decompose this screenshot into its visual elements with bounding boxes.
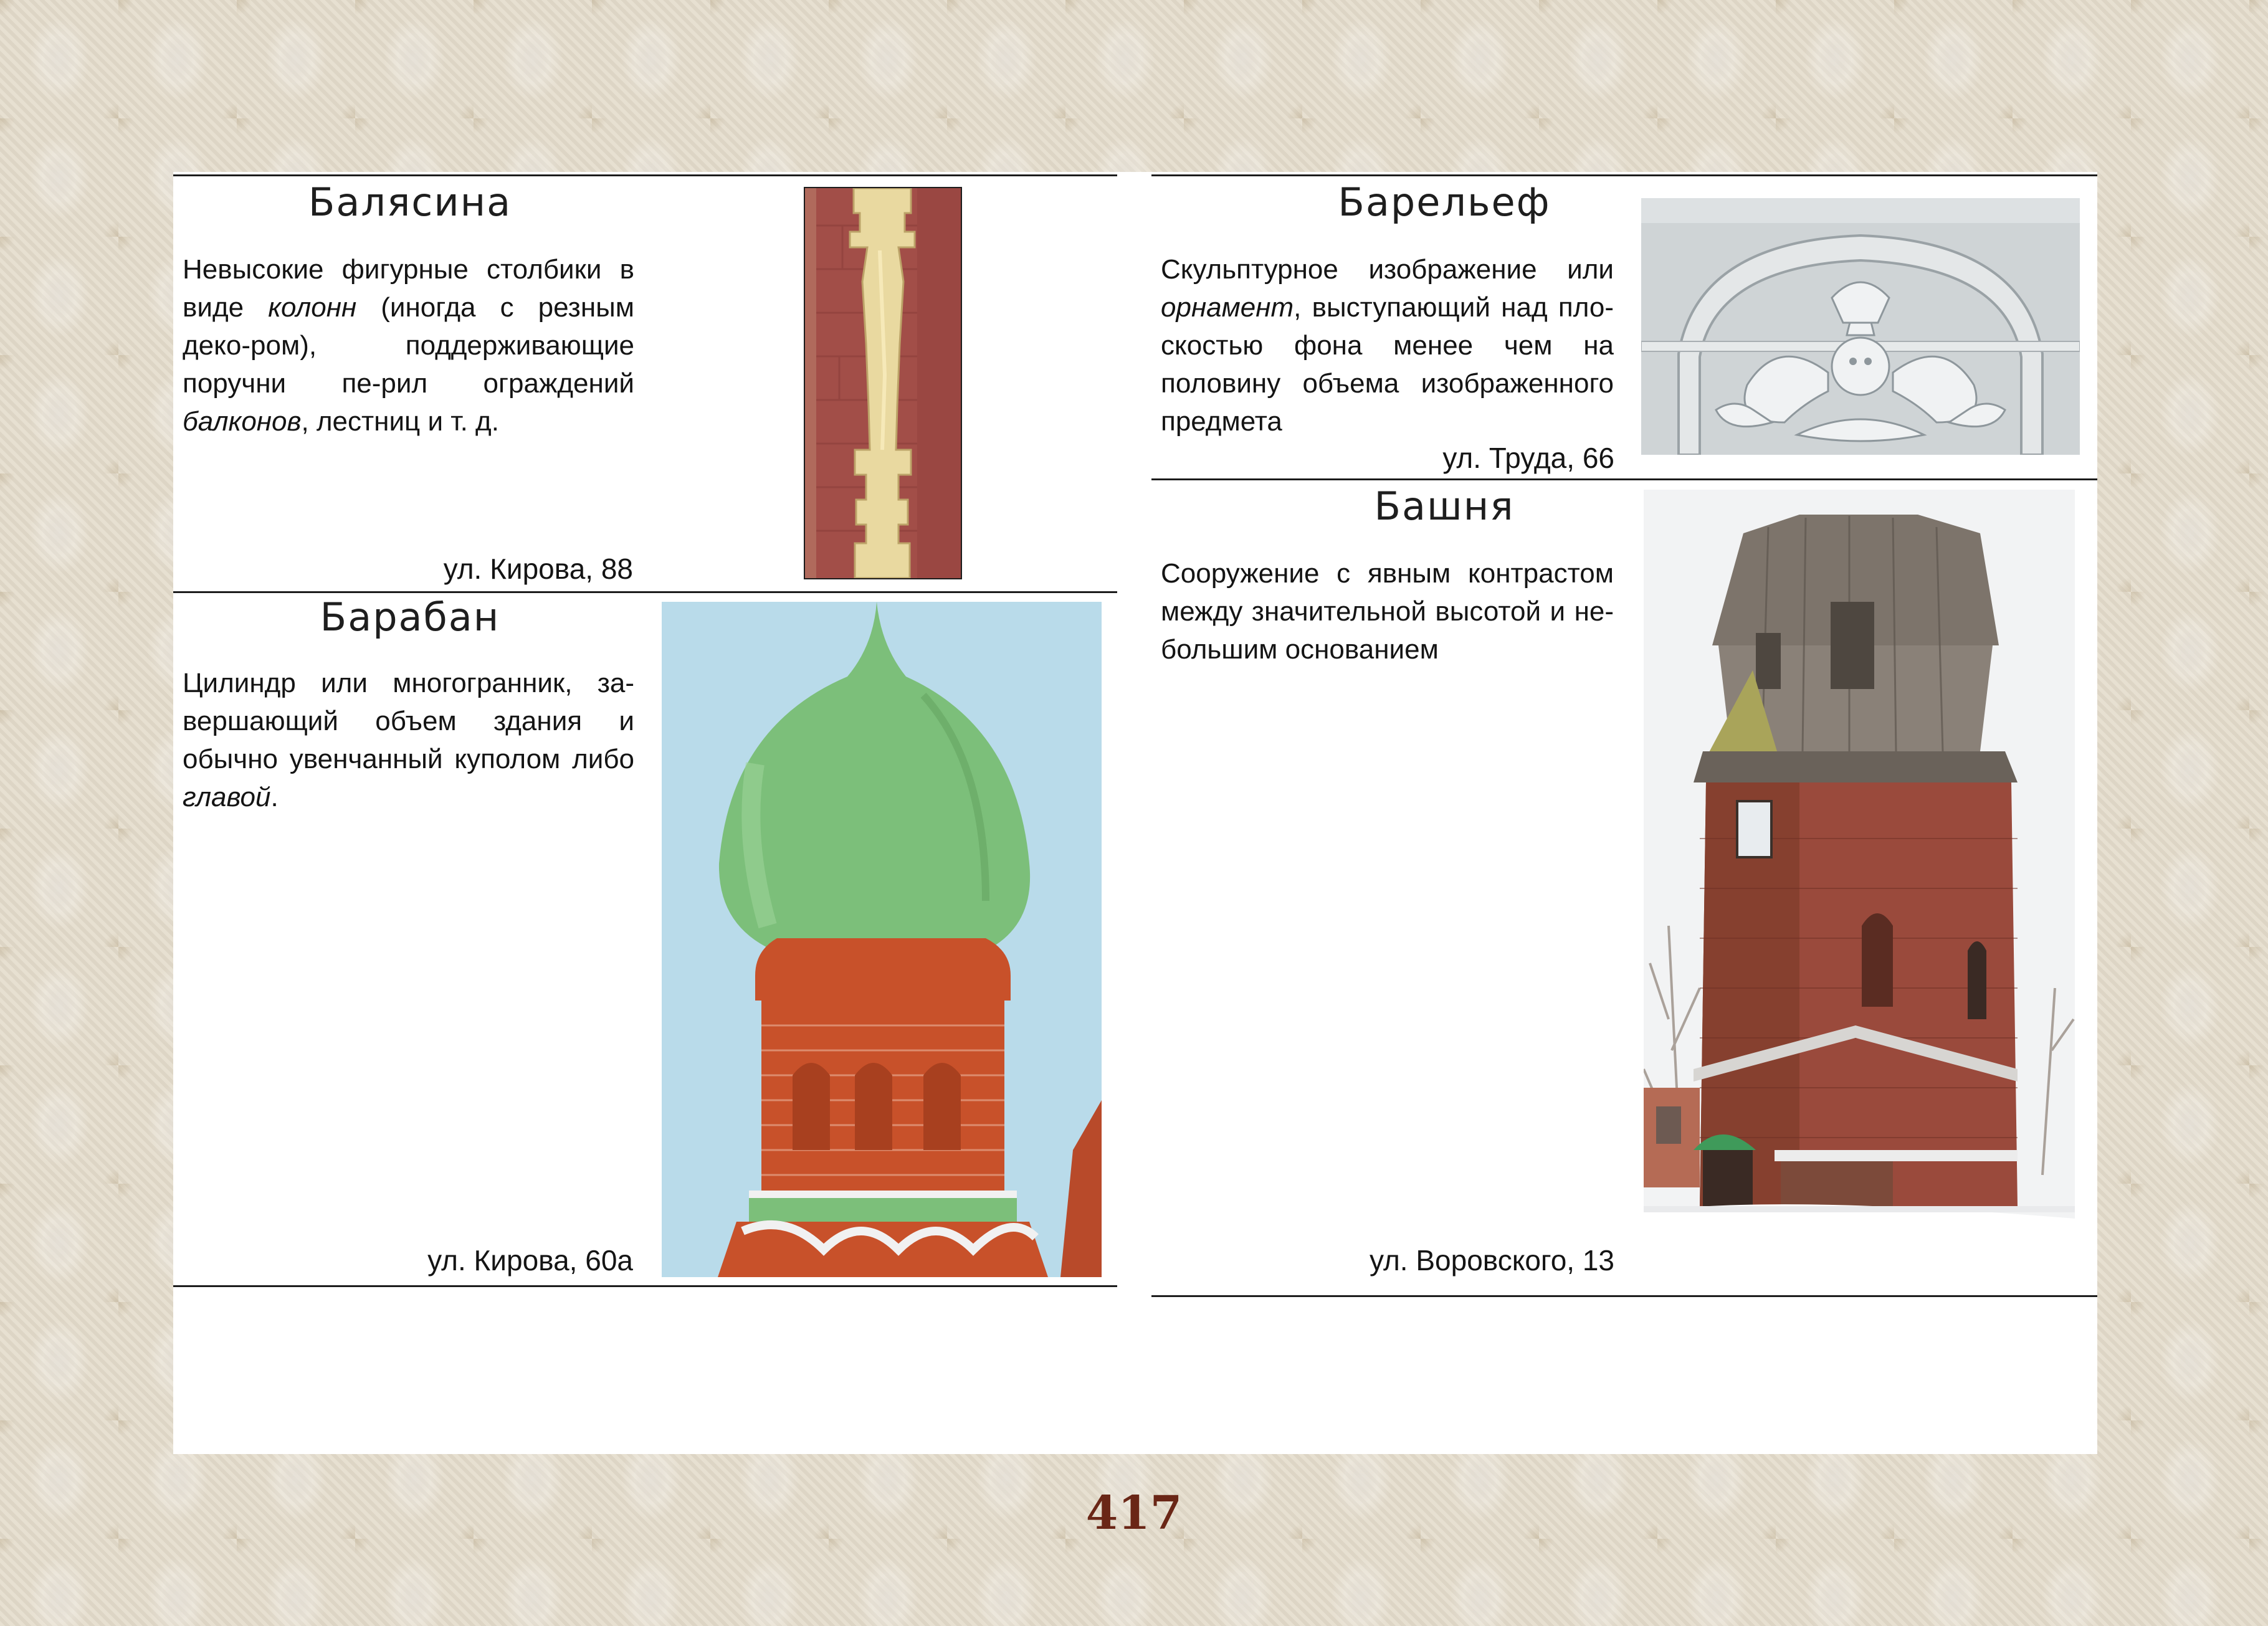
italic-term-reference: главой: [183, 782, 271, 812]
rule-left-bottom: [173, 1285, 1117, 1287]
entry-term-drum: Барабан: [320, 594, 500, 640]
entry-term-tower: Башня: [1374, 483, 1515, 529]
entry-address-drum: ул. Кирова, 60а: [427, 1244, 633, 1277]
definition-text: .: [270, 782, 279, 812]
definition-text: (иногда с резным деко-ром), поддерживающие поручни пе-рил ограждений: [183, 292, 634, 399]
italic-term-reference: колонн: [268, 292, 357, 323]
definition-text: Сооружение с явным контрастом между значительной высотой и не-большим основанием: [1161, 558, 1614, 665]
entry-address-bas-relief: ул. Труда, 66: [1442, 442, 1614, 474]
entry-term-baluster: Балясина: [308, 179, 512, 225]
entry-definition-bas-relief: [1161, 250, 1614, 440]
entry-definition-baluster: [183, 250, 634, 440]
rule-right-bottom: [1151, 1295, 2097, 1297]
bas-relief-photo: [1641, 198, 2080, 455]
book-page: [173, 172, 2097, 1454]
definition-text: Цилиндр или многогранник, за-вершающий объем здания и обычно увенчанный куполом либо: [183, 668, 634, 774]
water-tower-photo: [1644, 490, 2075, 1283]
church-drum-dome-photo: [662, 602, 1102, 1277]
entry-definition-tower: [1161, 554, 1614, 668]
entry-address-baluster: ул. Кирова, 88: [443, 553, 633, 585]
definition-text: Невысокие фигурные столбики в виде: [183, 254, 634, 323]
rule-left-mid: [173, 591, 1117, 593]
page-number: 417: [1085, 1486, 1183, 1540]
definition-text: , выступающий над пло-скостью фона менее чем на половину объема изображенного предмета: [1161, 292, 1614, 437]
italic-term-reference: орнамент: [1161, 292, 1294, 323]
italic-term-reference: балконов: [183, 406, 302, 437]
rule-right-mid: [1151, 478, 2097, 480]
definition-text: , лестниц и т. д.: [301, 406, 499, 437]
entry-definition-drum: [183, 664, 634, 816]
entry-term-bas-relief: Барельеф: [1338, 179, 1551, 225]
definition-text: Скульптурное изображение или: [1161, 254, 1614, 285]
entry-address-tower: ул. Воровского, 13: [1369, 1244, 1614, 1277]
rule-right-top: [1151, 174, 2097, 176]
baluster-photo: [804, 187, 962, 579]
rule-left-top: [173, 174, 1117, 176]
